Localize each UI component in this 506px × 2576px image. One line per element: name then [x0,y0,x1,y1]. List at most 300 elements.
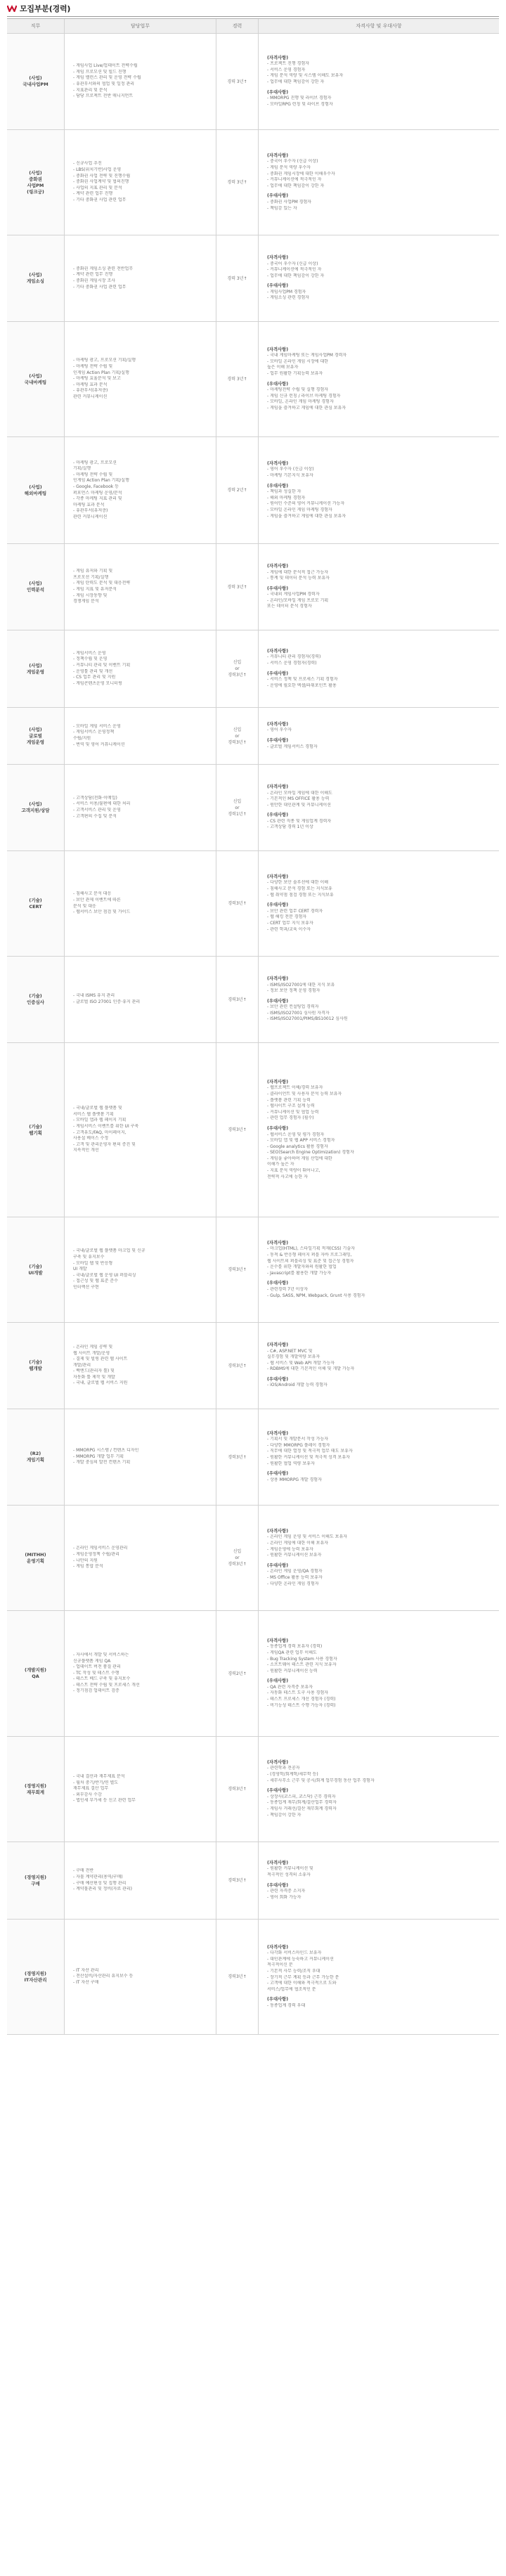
duty-line: - 게임 탄력도 분석 및 대응전략 [73,581,131,586]
duty-line: - 정책수립 및 운영 [73,656,108,662]
duty-line: - 국내/글로벌 웹 플랫폼 및 [73,1106,122,1111]
requirement-line: - 원활한 커뮤니케이션 및 [267,1866,313,1872]
requirements-cell [259,1323,499,1409]
job-title-cell: (경영지원) IT자산관리 [7,1920,65,2034]
requirement-line: - 커뮤니케이션에 적극적인 자 [267,267,322,273]
duties-cell [65,765,216,850]
job-title-cell: (경영지원) 재무회계 [7,1737,65,1842]
duty-line: 분석 및 대응 [73,903,96,909]
requirement-line: - 원어민 수준의 영어 커뮤니케이션 가능자 [267,501,345,507]
requirement-section [267,1945,495,1993]
duty-line: - 개발 중심의 발전 컨텐츠 기획 [73,1460,131,1465]
requirement-heading: (자격사항) [267,347,289,352]
requirement-line: - 관련 학과/교육 이수자 [267,926,311,932]
requirement-section [267,1342,495,1373]
requirement-heading: (우대사항) [267,738,289,743]
header-requirements: 자격사항 및 우대사항 [356,23,402,29]
requirement-line: - 클라이언트 및 사용자 분석 능력 보유자 [267,1091,342,1096]
requirement-line: - Javascript를 활용한 개발 가능자 [267,1270,332,1276]
requirement-line: - 세무사무소 근무 및 공시/회계 업무경험 동산 업무 경험자 [267,1778,375,1783]
duty-line: - LBS(위치기반)사업 운영 [73,167,122,173]
requirements-cell [259,957,499,1042]
requirement-line: - 커뮤니케이션 및 협업 능력 [267,1109,319,1115]
duty-line: - 마케팅 광고, 프로모션 [73,460,117,465]
requirement-line: - 동적 & 반응형 페이지 퍼블 자바 프로그래밍, [267,1253,352,1258]
requirement-section [267,1883,495,1901]
requirement-line: - ISMS/ISO27001에 대한 지식 보유 [267,982,335,988]
requirement-line: 적극적이신 분 [267,1962,293,1968]
requirement-line: - 상장사(코스피, 코스닥) 근무 경력자 [267,1794,336,1799]
requirement-section [267,649,495,667]
requirement-heading: (우대사항) [267,1997,289,2002]
duty-line: - 업데이트 버전 품질 관리 [73,1664,121,1670]
career-cell: 경력3년↑ [216,1842,259,1919]
requirement-heading: (우대사항) [267,193,289,199]
duty-line: - 마케팅 전략 수립 및 [73,364,113,370]
duty-line: - 계약 관련 업무 진행 [73,272,113,278]
duty-line: - 번역 및 영어 커뮤니케이션 [73,742,125,747]
requirement-line: - 프로젝트 진행 경험자 [267,61,310,67]
requirement-section [267,902,495,933]
requirement-heading: (우대사항) [267,1562,289,1568]
job-title-cell: (사업) 중화권 사업PM (링크궁) [7,130,65,235]
duty-line: - MMORPG 시스템 / 컨텐츠 디자인 [73,1448,139,1454]
duty-line: - 웹서비스 보안 점검 및 가이드 [73,910,131,915]
requirement-line: - 통계 및 데이터 분석 능력 보유자 [267,576,330,581]
duty-line: - 중화권 게임소싱 관련 전반업무 [73,266,134,271]
duties-cell [65,1611,216,1736]
duty-line: - 게임 유저와 기획 및 [73,569,113,574]
career-cell: 경력3년↑ [216,851,259,956]
requirement-heading: (자격사항) [267,254,289,260]
career-cell: 경력 3년↑ [216,322,259,436]
career-cell: 신입 or 경력1년↑ [216,765,259,850]
duty-line: - 온라인 게임 공략 및 [73,1344,113,1350]
requirement-section [267,1080,495,1122]
duty-line: 자동화 툴 제작 및 개발 [73,1374,115,1380]
duties-cell [65,1842,216,1919]
requirement-line: - 게임 신규 런칭 / 라이브 마케팅 경험자 [267,393,341,399]
requirement-section [267,1377,495,1389]
requirement-heading: (자격사항) [267,460,289,466]
requirements-cell [259,1611,499,1736]
requirement-line: - 웹프로젝트 이해/경력 보유자 [267,1085,323,1091]
requirement-line: - 웹사이트 구조 설계 능력 [267,1103,315,1109]
career-cell: 경력2년↑ [216,1611,259,1736]
requirement-section [267,671,495,690]
duty-line: 웹 사이트 개발/운영 [73,1350,110,1356]
requirement-line: - 해외 마케팅 경험자 [267,495,306,500]
requirement-line: - 온라인 모바일 게임에 대한 이해도 [267,790,332,796]
requirement-line: - 책임감이 강한 자 [267,1812,301,1818]
table-row [7,322,499,437]
duties-cell [65,130,216,235]
duty-line: 구축 및 유지보수 [73,1255,105,1260]
requirement-heading: (자격사항) [267,874,289,879]
duty-line: - 사업의 지표 관리 및 분석 [73,185,122,190]
requirement-heading: (우대사항) [267,483,289,488]
career-cell: 경력 2년↑ [216,437,259,543]
requirement-heading: (자격사항) [267,1079,289,1085]
duty-line: - 담당 프로젝트 전반 매니지먼트 [73,93,134,99]
duty-line: - 글로벌 ISO 27001 인증·유지 관리 [73,999,141,1004]
duty-line: - IT 자산 구매 [73,1979,99,1985]
career-cell: 경력3년↑ [216,1920,259,2034]
requirement-line: - 원만한 대인관계 및 커뮤니케이션 [267,802,331,808]
requirement-line: - 게임운영에 능력 보유자 [267,1546,313,1552]
job-title-cell: (사업) 게임운영 [7,630,65,707]
duty-line: - 중화권 게임시장 조사 [73,278,116,283]
requirement-heading: (자격사항) [267,153,289,158]
requirement-line: - 웹 취약점 점검 경험 또는 지식보유 [267,892,334,898]
duty-line: - 게임 밸런스 관리 및 운영 전략 수립 [73,75,141,81]
duty-line: - 국내, 글로벌 웹 서비스 지원 [73,1380,128,1386]
requirement-heading: (자격사항) [267,563,289,569]
requirement-line: - 중국어 우수자 (신급 이상) [267,159,318,164]
duty-line: - 마케팅 효과 분석 [73,382,108,387]
requirement-line: - 모바일 온라인 게임 시장에 대한 [267,358,329,364]
duties-cell [65,34,216,129]
duty-line: - 게임콘텐츠운영 모니터링 [73,680,122,686]
header-job: 직무 [7,19,65,33]
duties-cell [65,1506,216,1610]
requirement-line: - 마케팅전략 수립 및 실행 경험자 [267,387,329,393]
duty-line: - 고객유도/FAQ, 마이페이지, [73,1130,126,1135]
duty-line: - 온라인 게임서비스 운영관리 [73,1546,128,1551]
duty-line: - 커뮤니티 관리 및 이벤트 기획 [73,662,131,668]
duties-cell [65,957,216,1042]
requirement-line: - 온라인 게임 운영 및 서비스 이해도 보유자 [267,1534,348,1540]
requirement-section [267,564,495,582]
table-row [7,851,499,957]
requirement-line: - CERT 업무 지식 보유자 [267,920,313,926]
requirement-line: - 모바일, 온라인 게임 마케팅 경험자 [267,399,334,405]
table-row [7,957,499,1043]
duty-line: - 마케팅 광고, 프로모션 기획/실행 [73,358,136,363]
brand-logo-icon [7,5,17,12]
page-title: 모집부분(경력) [20,4,71,13]
requirement-line: - 업무에 대한 책임감이 강한 자 [267,273,325,278]
requirement-heading: (우대사항) [267,1678,289,1684]
requirement-line: - (경영학/회계학/세무학 등) [267,1772,318,1778]
requirement-line: - 영어 우수자 [267,727,292,733]
requirements-cell [259,708,499,764]
requirement-line: - 직무에 대한 열정 및 적극적 업무 태도 보유자 [267,1449,353,1454]
requirement-line: - 게임사업PM 경험자 [267,289,306,295]
duty-line: - 모바일 앱과 웹 페이지 기획 [73,1118,126,1123]
requirement-line: - 플랫폼 관련 기획 능력 [267,1097,311,1103]
requirement-line: - C#, ASP.NET MVC 및 [267,1348,313,1354]
requirement-heading: (자격사항) [267,721,289,727]
career-cell: 경력3년↑ [216,1043,259,1217]
requirement-line: 전략적 사고에 능한 자 [267,1174,308,1179]
career-cell: 신입 or 경력3년↑ [216,1506,259,1610]
table-row [7,630,499,708]
requirements-cell [259,322,499,436]
requirement-line: 실무경험 및 개발역량 보유자 [267,1354,320,1360]
requirement-heading: (우대사항) [267,381,289,387]
requirement-line: - 다양한 보안 솔루션에 대한 이해 [267,880,329,886]
duty-line: - 국내/글로벌 웹 플랫폼 마크업 및 신규 [73,1248,145,1254]
requirement-section [267,1126,495,1180]
requirement-line: - 원활한 커뮤니케이션 및 적극적 성격 보유자 [267,1455,350,1460]
duty-line: - 고객편의 수집 및 분석 [73,813,117,819]
job-title-cell: (기술) 인증심사 [7,957,65,1042]
requirement-section [267,90,495,108]
duty-line: - 게임서비스 이벤트를 위한 UI 구축 [73,1123,139,1129]
requirement-line: - 게임사 거래선/결산 재무회계 경력자 [267,1806,337,1811]
duty-line: 경쟁게임 분석 [73,599,99,604]
duty-line: 신규플랫폼 게임 QA [73,1658,111,1664]
job-title-cell: (개발지원) QA [7,1611,65,1736]
job-title-cell: (사업) 고객지원/상담 [7,765,65,850]
duties-cell [65,1323,216,1409]
duty-line: - 전산설비/자산관리 유지보수 등 [73,1974,134,1979]
duty-line: - CS 업무 관리 및 지원 [73,675,116,680]
requirement-line: 웹 사이트의 퍼블리싱 및 표준 및 접근성 경험자 [267,1258,354,1264]
duties-cell [65,1737,216,1842]
requirement-heading: (우대사항) [267,1471,289,1477]
requirements-cell [259,1920,499,2034]
career-cell: 신입 or 경력3년↑ [216,708,259,764]
requirement-heading: (우대사항) [267,1125,289,1131]
requirement-section [267,1431,495,1468]
duty-line: - 서비스 이용/불편에 대한 처리 [73,801,131,807]
table-row [7,1611,499,1737]
duty-line: - 테스트 전략 수립 및 프로세스 개선 [73,1682,140,1688]
requirement-line: - 운수를 위한 개발자와의 원활한 협업 [267,1264,337,1270]
requirement-line: - 마크업(HTML), 스타일기획 적재(CSS) 기술자 [267,1246,355,1252]
requirement-line: 서비스/업무에 협조적인 분 [267,1986,316,1992]
requirement-line: - 관련경력 7년 이상자 [267,1286,309,1292]
duty-line: - 게임 지표 및 유저분석 [73,587,117,592]
requirement-line: - 책임과 성실한 자 [267,489,301,495]
duty-line: - 구매 전반 [73,1868,94,1874]
duty-line: UI 개발 [73,1267,87,1272]
requirement-line: - SEO(Search Engine Optimization) 경험자 [267,1150,354,1156]
requirements-cell [259,437,499,543]
duty-line: 수립/지원 [73,736,91,741]
career-cell: 경력3년↑ [216,1323,259,1409]
requirement-section [267,738,495,750]
career-cell: 경력3년↑ [216,1737,259,1842]
duty-line: - 고객상담(전화·이메일) [73,795,117,801]
table-row [7,1323,499,1409]
requirement-line: - 비기능성 테스트 수행 가능자 (경력) [267,1702,336,1708]
requirement-line: - 중국어 우수자 (신급 이상) [267,261,318,266]
requirement-line: - 지표 분석 역량이 뛰어나고, [267,1168,320,1174]
requirement-line: - MS Office 활용 능력 보유자 [267,1574,323,1580]
table-row [7,1737,499,1842]
requirement-heading: (자격사항) [267,784,289,789]
career-cell: 경력 3년↑ [216,544,259,630]
requirement-line: - 서비스 운영 경험자 [267,67,306,72]
requirement-line: - iOS/Android 개발 능력 경험자 [267,1383,327,1388]
duty-line: - 기타 중화권 사업 관련 업무 [73,197,126,202]
table-row [7,1217,499,1323]
requirement-line: - 동종업계 경력 보유자 (경력) [267,1644,323,1650]
duty-line: 개발/관리 [73,1362,91,1368]
requirement-line: - 기본적 사무 능력/조직 우대 [267,1968,320,1974]
duty-line: - 고객 및 관리운영자 편의 증진 및 [73,1141,136,1147]
requirement-line: - 고객상담 경력 1년 이상 [267,824,313,830]
job-title-cell: (사업) 국내마케팅 [7,322,65,436]
requirement-line: 이해가 높은 자 [267,1162,294,1167]
requirement-line: - 보안 관련 컨설팅업 경력자 [267,1004,319,1010]
duty-line: - 테스트 베드 구축 및 유지보수 [73,1676,131,1682]
requirement-section [267,1997,495,2009]
requirement-heading: (자격사항) [267,976,289,981]
requirements-cell [259,1043,499,1217]
requirement-heading: (자격사항) [267,1944,289,1950]
requirement-line: - Gulp, SASS, NPM, Webpack, Grunt 사용 경험자 [267,1293,365,1298]
requirement-line: - 관련학과 전공자 [267,1766,300,1771]
recruitment-table [7,18,499,2035]
duty-line: - 백엔드(관리자 툴) 및 [73,1368,115,1374]
requirement-section [267,461,495,479]
requirement-line: - 책임감 있는 자 [267,205,297,211]
duties-cell [65,1217,216,1322]
duty-line: 인터랙션 구현 [73,1284,99,1290]
requirement-line: - 글로벌 게임서비스 경험자 [267,744,318,749]
duty-line: - 게임서비스 운영 [73,650,106,656]
career-cell: 경력 3년↑ [216,130,259,235]
requirement-section [267,1281,495,1299]
table-header-row [7,19,499,34]
requirement-line: - 모바일RPG 런칭 및 라이브 경험자 [267,101,333,107]
table-row [7,1506,499,1611]
duty-line: - 계약물관리 및 정비(자료 관리) [73,1886,133,1892]
table-row [7,130,499,235]
requirement-heading: (우대사항) [267,89,289,95]
requirement-line: - 자동화 테스트 도구 사용 경험자 [267,1690,329,1696]
requirement-line: - 원활한 커뮤니케이션 보유자 [267,1553,322,1558]
table-row [7,544,499,630]
duty-line: - 국내 ISMS 유지 관리 [73,993,115,999]
requirements-cell [259,851,499,956]
requirement-line: - 중화권 게임시장에 대한 이해우수자 [267,171,335,176]
requirement-line: - 영어 회화 가능자 [267,1894,301,1900]
requirement-section [267,283,495,302]
requirement-heading: (자격사항) [267,1528,289,1534]
table-row [7,708,499,765]
table-row [7,437,499,544]
requirement-line: 높은 이해 보유자 [267,365,299,370]
requirement-line: - 업무에 대한 책임감이 강한 자 [267,183,325,188]
requirement-section [267,153,495,190]
requirements-cell [259,1737,499,1842]
duty-line: 인게임 Action Plan 기획/실행 [73,478,129,484]
requirement-section [267,1529,495,1559]
duty-line: - 운영툴 관리 및 개선 [73,668,113,674]
career-cell: 경력 3년↑ [216,34,259,129]
job-title-cell: (기술) UI개발 [7,1217,65,1322]
career-cell: 경력3년↑ [216,1217,259,1322]
requirement-heading: (우대사항) [267,1281,289,1286]
requirement-line: - MMORPG 진행 및 라이브 경험자 [267,96,332,101]
table-row [7,765,499,851]
requirement-line: - 웹 서비스 및 Web API 개발 가능자 [267,1360,335,1366]
requirement-section [267,976,495,995]
job-title-cell: (기술) 웹개발 [7,1323,65,1409]
requirement-line: - 게임을 좋아하며 게임 산업에 대한 [267,1156,332,1161]
requirement-section [267,347,495,377]
requirement-section [267,382,495,412]
requirement-heading: (우대사항) [267,1376,289,1382]
requirement-line: - 마케팅 기본지식 보유자 [267,473,313,479]
duty-line: - 국내 결산과 재무제표 분석 [73,1774,125,1780]
duty-line: - 마케팅 전략 수립 및 [73,472,113,477]
requirement-line: - 국내 게임마케팅 또는 게임사업PM 경력자 [267,353,347,358]
career-cell: 신입 or 경력3년↑ [216,630,259,707]
duty-line: - 유관부서(유저층) [73,388,108,394]
duties-cell [65,708,216,764]
requirement-line: - 커뮤니케이션에 적극적인 자 [267,177,322,183]
requirement-line: - 게임소싱 관련 경험자 [267,295,310,301]
requirement-section [267,722,495,734]
duty-line: - 유관부서(유저층) [73,508,108,514]
duty-line: - 외부감사 수감 [73,1792,102,1797]
requirement-line: - 장기적 근무 계획 등과 근무 가능한 분 [267,1974,339,1980]
requirement-heading: (자격사항) [267,1759,289,1765]
duty-line: - 신규사업 추진 [73,161,102,167]
duty-line: - 월차 중기/반기/연 별도 [73,1780,119,1785]
duty-line: - 정기점검 업데이트 검증 [73,1688,119,1694]
requirement-line: - 정보 보안 정책 운영 경험자 [267,988,320,994]
requirement-heading: (자격사항) [267,1240,289,1245]
duty-line: - Google, Facebook 등 [73,484,119,489]
requirement-section [267,1563,495,1587]
table-row [7,34,499,130]
header-career: 경력 [216,19,259,33]
requirement-line: - 소프트웨어 테스트 관련 지식 보유자 [267,1662,337,1668]
duty-line: - 게임사업 Live/업데이트 전략수립 [73,63,138,69]
requirement-line: - 업무 원활한 기획능력 보유자 [267,370,323,376]
requirement-line: - Google analytics 활용 경험자 [267,1144,328,1149]
requirement-section [267,999,495,1023]
table-row [7,235,499,322]
requirement-line: - 웹 해킹 전문 경험자 [267,914,307,920]
requirement-line: - 게임 분석 역량 우수자 [267,165,311,171]
requirements-cell [259,1506,499,1610]
duty-line: 퍼포먼스 마케팅 운영/분석 [73,490,122,496]
duty-line: - 기타 중화권 사업 관련 업무 [73,284,126,290]
requirements-cell [259,1842,499,1919]
requirement-line: - 관련 업무 경험자 (필수) [267,1115,314,1121]
requirement-section [267,874,495,898]
requirements-cell [259,1409,499,1505]
duty-line: - 게임운영정책 수립/관리 [73,1551,119,1557]
requirement-line: - 온라인/모바일 게임 프로모 기획 [267,597,329,603]
requirement-line: - 게임을 즐겨하고 게임에 대한 관심 보유자 [267,513,346,519]
requirement-line: - 게임을 즐겨하고 게임에 대한 관심 보유자 [267,405,346,410]
duties-cell [65,630,216,707]
requirement-line: - 게임 분석 역량 및 시스템 이해도 보유자 [267,73,344,79]
career-cell: 경력3년↑ [216,957,259,1042]
requirement-line: - 관련 자격증 소지자 [267,1889,306,1894]
requirement-section [267,784,495,808]
requirement-heading: (자격사항) [267,648,289,654]
requirement-line: - 고객에 대한 이해와 적극적으로 도와 [267,1981,337,1986]
duty-line: - 고객서비스 관리 및 운영 [73,808,121,813]
requirement-heading: (우대사항) [267,283,289,289]
career-cell: 경력 3년↑ [216,235,259,321]
job-title-cell: (사업) 게임소싱 [7,235,65,321]
duty-line: - 게임 시장동향 및 [73,593,108,598]
duty-line: - 모바일 웹 및 반응형 [73,1260,113,1266]
duty-line: - 계약 관련 업무 진행 [73,191,113,197]
duties-cell [65,1409,216,1505]
